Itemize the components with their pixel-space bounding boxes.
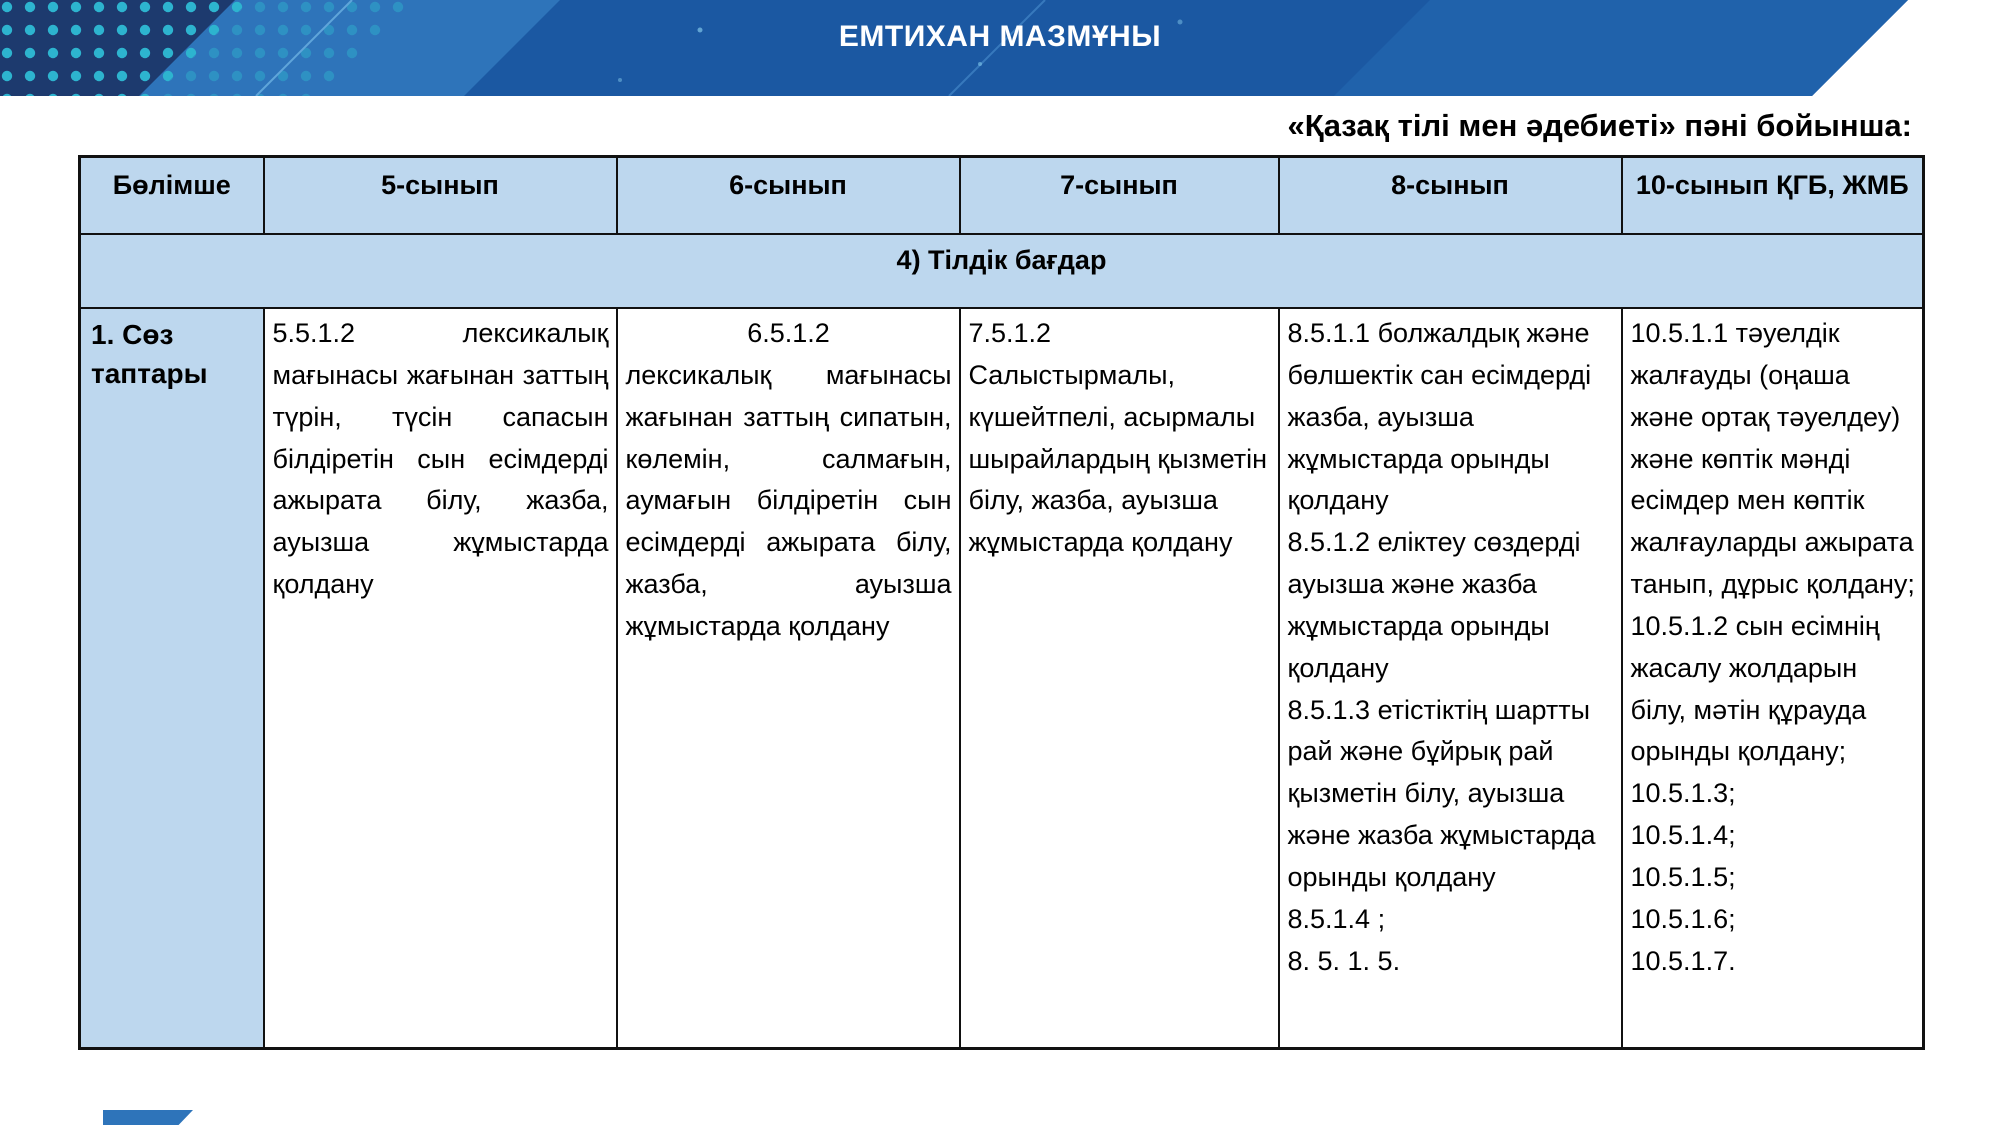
footer-accent-shape (103, 1110, 193, 1125)
section-title: 4) Тілдік бағдар (80, 234, 1924, 308)
cell-paragraph: 8.5.1.4 ; (1287, 903, 1386, 934)
cell-paragraph: 6.5.1.2 (747, 318, 830, 348)
cell-paragraph: 10.5.1.6; (1630, 903, 1736, 934)
grade-cell-2 (617, 308, 960, 1048)
grade-cell-1 (264, 308, 617, 1048)
cell-paragraph: 5.5.1.2 лексикалық мағынасы жағынан заттың түрін, түсін сапасын білдіретін сын есімдерді ажырата білу, жазба, ауызша жұмыстарда қолдану (272, 318, 609, 600)
table-body-row (80, 308, 1924, 1048)
cell-paragraph: 10.5.1.3; (1630, 778, 1736, 809)
cell-paragraph: 7.5.1.2 (968, 318, 1052, 348)
grade-cell-5 (1622, 308, 1924, 1048)
cell-paragraph: 10.5.1.4; (1630, 820, 1736, 851)
column-header-1: Бөлімше (80, 157, 264, 235)
slide-title: ЕМТИХАН МАЗМҰНЫ (838, 20, 1162, 53)
table-header-row (80, 157, 1924, 235)
cell-paragraph: 8.5.1.3 етістіктің шартты рай және бұйрық рай қызметін білу, ауызша және жазба жұмыстарда орынды қолдану (1287, 694, 1596, 892)
grade-cell-4 (1279, 308, 1622, 1048)
column-header-5: 8-сынып (1279, 157, 1622, 235)
cell-paragraph: 8. 5. 1. 5. (1287, 945, 1401, 976)
cell-paragraph: 8.5.1.1 болжалдық және бөлшектік сан есімдерді жазба, ауызша жұмыстарда орынды қолдану (1287, 318, 1592, 516)
cell-paragraph: Салыстырмалы, күшейтпелі, асырмалы шырайлардың қызметін білу, жазба, ауызша жұмыстарда қолдану (968, 359, 1267, 558)
subject-subtitle: «Қазақ тілі мен әдебиеті» пәні бойынша: (1287, 108, 1912, 143)
cell-paragraph: лексикалық мағынасы жағынан заттың сипатын, көлемін, салмағын, аумағын білдіретін сын есімдерді ажырата білу, жазба, ауызша жұмыстарда қолдану (625, 359, 952, 641)
content-table (78, 155, 1925, 1050)
cell-paragraph: 10.5.1.1 тәуелдік жалғауды (оңаша және ортақ тәуелдеу) және көптік мәнді есімдер мен көптік жалғауларды ажырата танып, дұрыс қолдану; (1630, 318, 1915, 600)
column-header-2: 5-сынып (264, 157, 617, 235)
column-header-4: 7-сынып (960, 157, 1279, 235)
cell-paragraph: 10.5.1.2 сын есімнің жасалу жолдарын білу, мәтін құрауда орынды қолдану; (1630, 610, 1880, 767)
cell-paragraph: 8.5.1.2 еліктеу сөздерді ауызша және жазба жұмыстарда орынды қолдану (1287, 527, 1581, 683)
column-header-6: 10-сынып ҚГБ, ЖМБ (1622, 157, 1924, 235)
cell-paragraph: 10.5.1.5; (1630, 861, 1736, 892)
cell-paragraph: 10.5.1.7. (1630, 945, 1736, 976)
column-header-3: 6-сынып (617, 157, 960, 235)
grade-cell-3 (960, 308, 1279, 1048)
row-label: 1. Сөз таптары (80, 308, 264, 1048)
section-row (80, 234, 1924, 308)
